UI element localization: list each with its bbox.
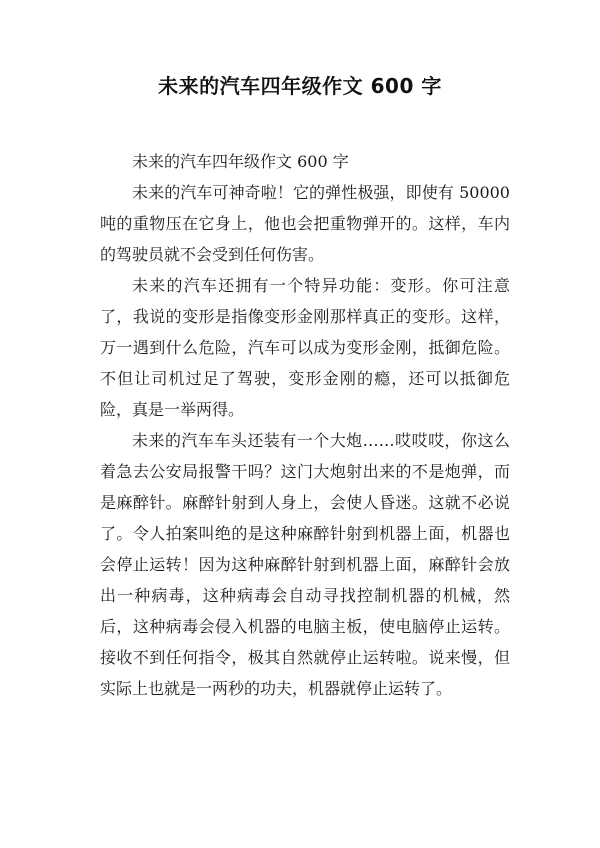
paragraph-transform: 未来的汽车还拥有一个特异功能：变形。你可注意了，我说的变形是指像变形金刚那样真正的变形。这样，万一遇到什么危险，汽车可以成为变形金刚，抵御危险。不但让司机过足了驾驶，变形金刚的瘾，还可以抵御危险，真是一举两得。	[100, 276, 510, 419]
paragraph-cannon: 未来的汽车车头还装有一个大炮……哎哎哎，你这么着急去公安局报警干吗？这门大炮射出来的不是炮弹，而是麻醉针。麻醉针射到人身上，会使人昏迷。这就不必说了。令人拍案叫绝的是这种麻醉针射到机器上面，机器也会停止运转！因为这种麻醉针射到机器上面，麻醉针会放出一种病毒，这种病毒会自动寻找控制机器的机械，然后，这种病毒会侵入机器的电脑主板，使电脑停止运转。接收不到任何指令，极其自然就停止运转啦。说来慢，但实际上也就是一两秒的功夫，机器就停止运转了。	[100, 431, 510, 698]
document-body	[100, 146, 510, 704]
document-title: 未来的汽车四年级作文 600 字	[158, 74, 442, 98]
paragraph-heading: 未来的汽车四年级作文 600 字	[132, 152, 349, 171]
paragraph-elasticity: 未来的汽车可神奇啦！它的弹性极强，即使有 50000 吨的重物压在它身上，他也会把重物弹开的。这样，车内的驾驶员就不会受到任何伤害。	[100, 183, 510, 264]
